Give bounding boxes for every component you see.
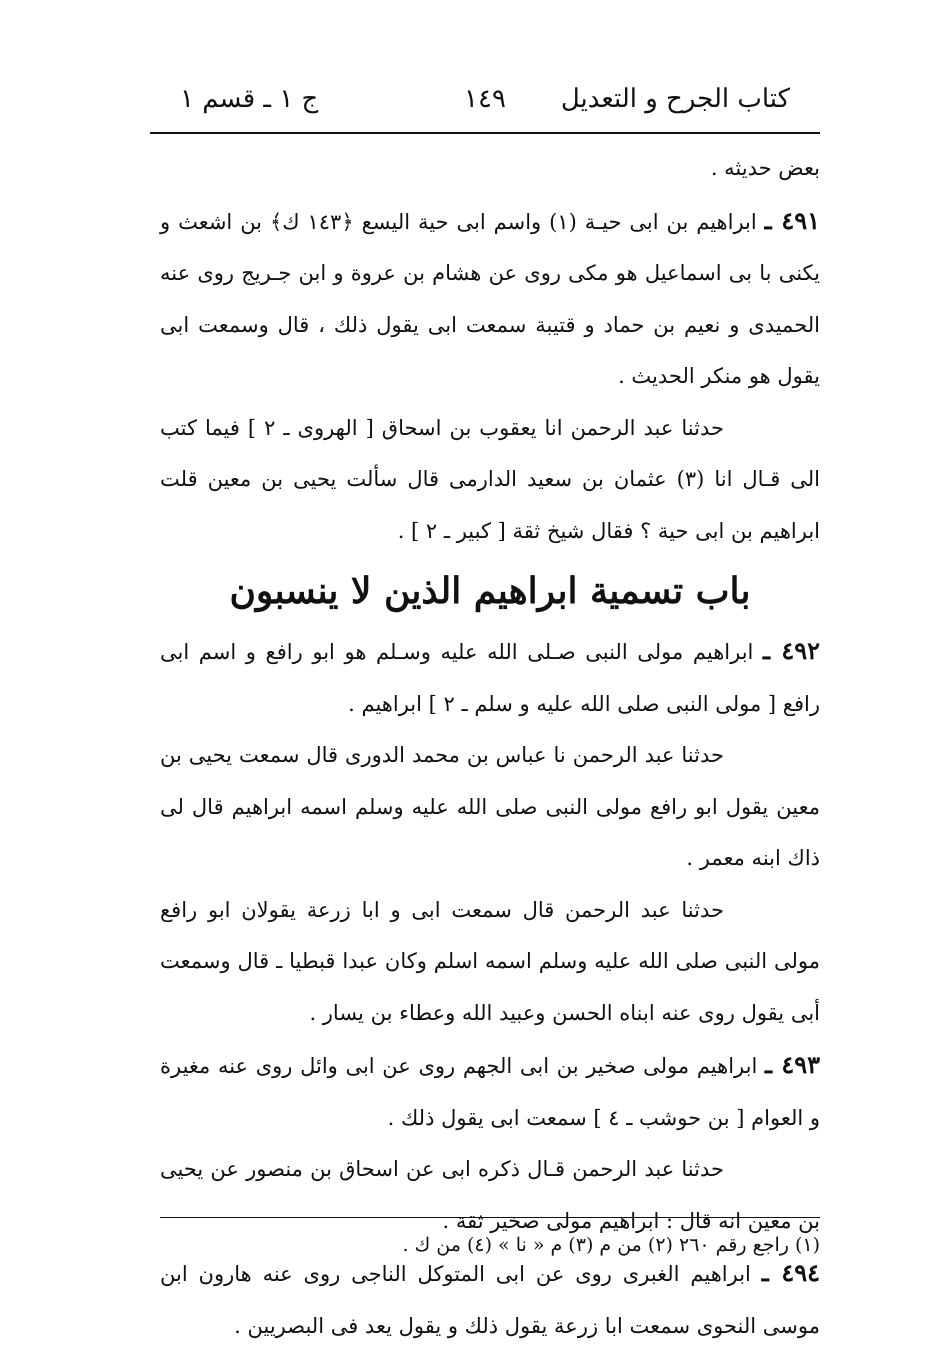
paragraph-narration: حدثنا عبد الرحمن انا يعقوب بن اسحاق [ الهروى ـ ٢ ] فيما كتب الى قـال انا (٣) عثمان بن سعيد الدارمى قال سألت يحيى بن معين قلت ابراهيم بن ابى حية ؟ فقال شيخ ثقة [ كبير ـ ٢ ] . [160,415,820,543]
entry-491 [160,195,820,403]
entry-number: ٤٩١ ـ [764,205,820,235]
footnotes: (١) راجع رقم ٢٦٠ (٢) من م (٣) م « نا » (٤) من ك . [402,1234,820,1256]
entry-493 [160,1039,820,1144]
footnote-rule [160,1217,820,1218]
running-header [150,78,820,128]
entry-number: ٤٩٤ ـ [761,1258,820,1287]
main-text [160,143,820,1352]
entry-number: ٤٩٣ ـ [764,1050,820,1079]
section-heading: باب تسمية ابراهيم الذين لا ينسبون [229,570,751,612]
paragraph-narration: حدثنا عبد الرحمن قـال ذكره ابى عن اسحاق بن منصور عن يحيى بن معين انه قال : ابراهيم مولى صخير ثقة . [160,1157,820,1233]
entry-text: ابراهيم مولى النبى صـلى الله عليه وسـلم هو ابو رافع و اسم ابى رافع [ مولى النبى صلى الله عليه و سلم ـ ٢ ] ابراهيم . [160,640,820,716]
entry-text: ابراهيم مولى صخير بن ابى الجهم روى عن ابى وائل روى عنه مغيرة و العوام [ بن حوشب ـ ٤ ] سمعت ابى يقول ذلك . [160,1054,820,1130]
entry-number: ٤٩٢ ـ [763,636,820,665]
entry-492 [160,625,820,730]
paragraph-continuation: بعض حديثه . [710,156,820,180]
paragraph-narration: حدثنا عبد الرحمن قال سمعت ابى و ابا زرعة يقولان ابو رافع مولى النبى صلى الله عليه وسلم اسمه اسلم وكان عبدا قبطيا ـ قال وسمعت أبى يقول روى عنه ابناه الحسن وعبيد الله وعطاء بن يسار . [160,897,820,1025]
entry-text: ابراهيم بن ابى حيـة (١) واسم ابى حية اليسع ﴿١٤٣ ك﴾ بن اشعث و يكنى با بى اسماعيل هو مكى روى عن هشام بن عروة و ابن جـريج روى عنه الحميدى و نعيم بن حماد و قتيبة سمعت ابى يقول ذلك ، قال وسمعت ابى يقول هو منكر الحديث . [160,209,820,388]
header-rule [150,132,820,134]
page-number: ١٤٩ [464,84,506,114]
volume-label: ج ١ ـ قسم ١ [180,84,319,114]
book-title: كتاب الجرح و التعديل [560,84,790,114]
paragraph-narration: حدثنا عبد الرحمن نا عباس بن محمد الدورى قال سمعت يحيى بن معين يقول ابو رافع مولى النبى صلى الله عليه وسلم اسمه ابراهيم قال لى ذاك ابنه معمر . [160,743,820,870]
entry-text: ابراهيم الغبرى روى عن ابى المتوكل الناجى روى عنه هارون ابن موسى النحوى سمعت ابا زرعة يقول ذلك و يقول يعد فى البصريين . [160,1262,820,1338]
